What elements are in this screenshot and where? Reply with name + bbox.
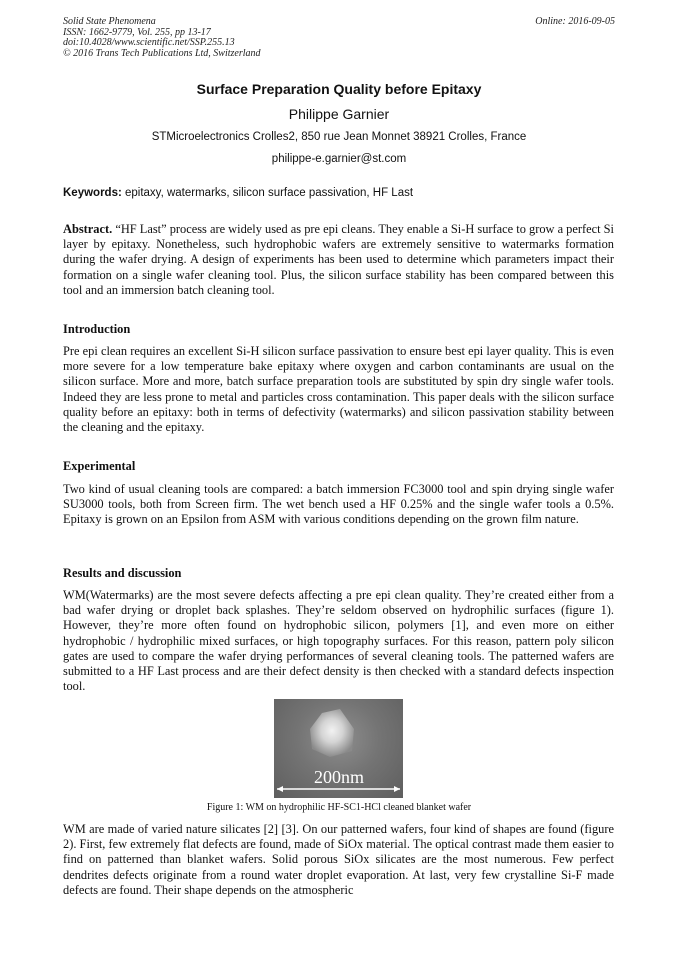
sem-micrograph — [274, 699, 403, 798]
figure-1-image — [274, 699, 403, 798]
scale-arrow-left — [277, 786, 283, 792]
abstract-text: “HF Last” process are widely used as pre epi cleans. They enable a Si-H surface to grow a perfect Si layer by epitaxy. Nonetheless, such hydrophobic wafers are extremely sensitive to watermarks formation during the wafer drying. A design of experiments has been used to determine which parameters impact their formation on a single wafer cleaning tool. Plus, the silicon surface stability has been compared between this tool and an immersion batch cleaning tool. — [63, 222, 614, 297]
keywords — [63, 187, 615, 199]
paper-title: Surface Preparation Quality before Epitaxy — [196, 81, 482, 97]
keywords-label: Keywords: — [63, 187, 122, 199]
results-text-continued: WM are made of varied nature silicates [2] [3]. On our patterned wafers, four kind of shapes are found (figure 2). First, few extremely flat defects are found, made of SiOx material. The optical contrast made them easier to find on patterned than blanket wafers. Solid porous SiOx silicates are the most numerous. Few perfect dendrites defects originate from a round water droplet evaporation. At last, very few crystalline Si-F made defects are found. Their shape depends on the atmospheric — [63, 822, 614, 897]
page-header — [63, 17, 615, 59]
journal-name: Solid State Phenomena — [63, 16, 156, 27]
online-date: Online: 2016-09-05 — [535, 16, 615, 27]
figure-1-caption: Figure 1: WM on hydrophilic HF-SC1-HCl cleaned blanket wafer — [206, 802, 472, 813]
affiliation: STMicroelectronics Crolles2, 850 rue Jean Monnet 38921 Crolles, France — [151, 131, 527, 143]
introduction-heading: Introduction — [63, 322, 131, 336]
keywords-text: epitaxy, watermarks, silicon surface passivation, HF Last — [125, 187, 414, 199]
experimental-text: Two kind of usual cleaning tools are compared: a batch immersion FC3000 tool and spin drying single wafer SU3000 tools, both from Screen firm. The wet bench used a HF 0.25% and the single wafer tools a 0.5%. Epitaxy is grown on an Epsilon from ASM with various conditions depending on the grown film nature. — [63, 482, 614, 527]
abstract-label: Abstract. — [63, 222, 113, 236]
abstract — [63, 222, 614, 298]
scale-arrow-right — [394, 786, 400, 792]
results-text: WM(Watermarks) are the most severe defects affecting a pre epi clean quality. They’re created either from a bad wafer drying or droplet back splashes. They’re seldom observed on hydrophilic surfaces (figure 1). However, they’re more often found on hydrophobic silicon, polymers [1], and even more on either hydrophobic / hydrophilic mixed surfaces, or high topography surfaces. For this reason, pattern poly silicon gates are used to compare the wafer drying performances of several cleaning tools. The patterned wafers are submitted to a HF Last process and are their defect density is then checked with a standard defects inspection tool. — [63, 588, 614, 694]
issn-line: ISSN: 1662-9779, Vol. 255, pp 13-17 — [63, 26, 211, 38]
scale-label: 200nm — [313, 767, 365, 787]
introduction-text: Pre epi clean requires an excellent Si-H silicon surface passivation to ensure best epi layer quality. This is even more severe for a low temperature bake epitaxy where oxygen and carbon contaminants are usual on the silicon surface. More and more, batch surface preparation tools are substituted by spin dry single wafer tools. Indeed they are less prone to metal and particles cross contamination. This paper deals with the silicon surface quality before an epitaxy: both in terms of defectivity (watermarks) and silicon passivation stability between the cleaning and the epitaxy. — [63, 344, 614, 435]
author-email: philippe-e.garnier@st.com — [271, 153, 407, 165]
results-heading: Results and discussion — [63, 566, 182, 580]
experimental-heading: Experimental — [63, 459, 136, 473]
doi-line: doi:10.4028/www.scientific.net/SSP.255.13 — [63, 37, 235, 48]
copyright-line: © 2016 Trans Tech Publications Ltd, Switzerland — [63, 47, 261, 59]
author-name: Philippe Garnier — [288, 106, 390, 122]
watermark-defect — [310, 709, 354, 757]
